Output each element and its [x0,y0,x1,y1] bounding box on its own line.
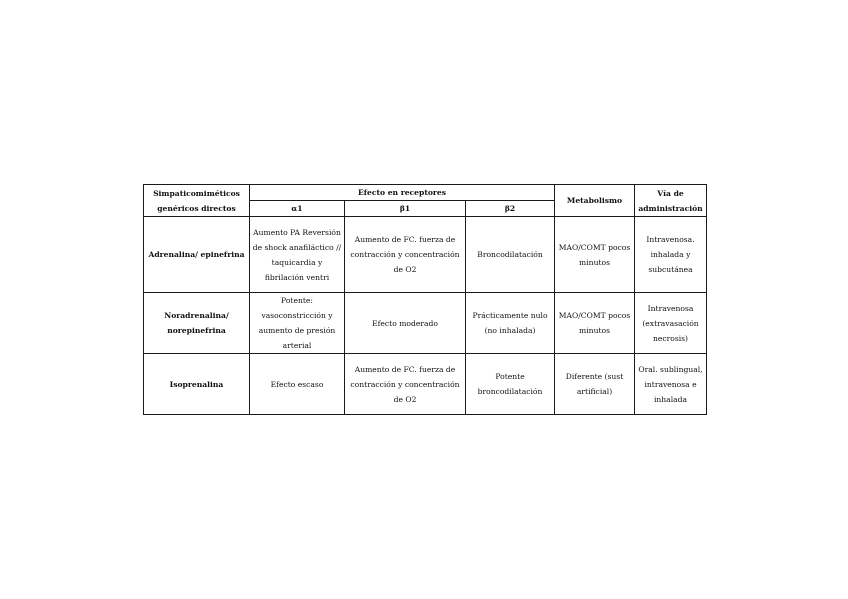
beta1-cell: Aumento de FC. fuerza de contracción y concentración de O2 [345,354,466,415]
header-drug-class: Simpaticomiméticos genéricos directos [144,185,250,217]
drug-name-cell: Noradrenalina/ norepinefrina [144,293,250,354]
sympathomimetics-table [143,184,707,415]
route-cell: Intravenosa (extravasación necrosis) [635,293,707,354]
beta2-cell: Broncodilatación [466,217,555,293]
alpha1-cell: Potente: vasoconstricción y aumento de presión arterial [250,293,345,354]
metabolism-cell: MAO/COMT pocos minutos [555,217,635,293]
metabolism-cell: Diferente (sust artificial) [555,354,635,415]
header-beta1: β1 [345,201,466,217]
drug-name-cell: Isoprenalina [144,354,250,415]
beta1-cell: Aumento de FC. fuerza de contracción y concentración de O2 [345,217,466,293]
route-cell: Intravenosa. inhalada y subcutánea [635,217,707,293]
metabolism-cell: MAO/COMT pocos minutos [555,293,635,354]
alpha1-cell: Efecto escaso [250,354,345,415]
drug-name-cell: Adrenalina/ epinefrina [144,217,250,293]
beta2-cell: Prácticamente nulo (no inhalada) [466,293,555,354]
header-metabolism: Metabolismo [555,185,635,217]
header-route: Vía de administración [635,185,707,217]
header-receptor-effect: Efecto en receptores [250,185,555,201]
header-alpha1: α1 [250,201,345,217]
table-row [144,217,707,293]
beta2-cell: Potente broncodilatación [466,354,555,415]
beta1-cell: Efecto moderado [345,293,466,354]
header-beta2: β2 [466,201,555,217]
table-row [144,354,707,415]
table-row [144,293,707,354]
route-cell: Oral. sublingual, intravenosa e inhalada [635,354,707,415]
alpha1-cell: Aumento PA Reversión de shock anafiláctico // taquicardia y fibrilación ventri [250,217,345,293]
